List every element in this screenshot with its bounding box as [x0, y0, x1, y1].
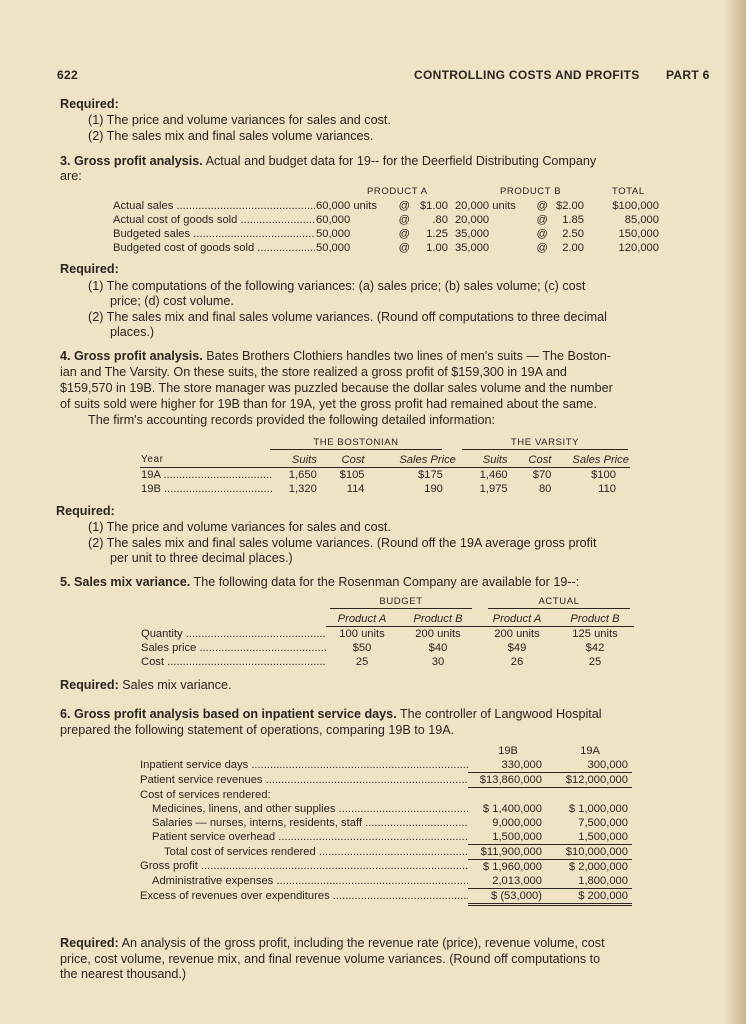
problem-5-text: The following data for the Rosenman Company are available for 19--: — [193, 575, 580, 589]
year-label: 19A ..... — [140, 468, 272, 483]
product-a-price: .80 — [432, 214, 448, 226]
table-row — [140, 627, 634, 642]
col-product-b: Product B — [398, 612, 478, 627]
bostonian-sales-price: $175 — [418, 469, 443, 481]
bostonian-cost: 114 — [346, 483, 365, 495]
product-b-price: 2.00 — [562, 242, 584, 254]
problem-6-heading: 6. Gross profit analysis based on inpatient service days. — [60, 707, 397, 721]
actual-product-b: 125 units — [572, 628, 618, 640]
value-19a: $ 1,000,000 — [568, 802, 628, 815]
required-item: price; (d) cost volume. — [110, 294, 234, 308]
at-symbol: @ — [398, 228, 410, 240]
line-item-label: Gross profit ..... — [140, 859, 468, 874]
product-a-price: $1.00 — [419, 200, 448, 212]
line-item-label: Administrative expenses ..... — [140, 874, 468, 889]
page-number: 622 — [57, 68, 78, 82]
required-item: (2) The sales mix and final sales volume variances. (Round off the 19A average gross profit — [88, 536, 597, 550]
value-19a: $12,000,000 — [548, 773, 632, 788]
product-b-price: $2.00 — [555, 200, 584, 212]
problem-6-intro — [60, 706, 602, 722]
at-symbol: @ — [536, 242, 548, 254]
at-symbol: @ — [536, 228, 548, 240]
problem-3-intro — [60, 153, 596, 169]
value-19b: 2,013,000 — [468, 874, 548, 889]
varsity-sales-price: 110 — [598, 483, 616, 495]
value-19b: 1,500,000 — [468, 830, 548, 845]
value-19a: $10,000,000 — [548, 844, 632, 859]
problem-4-text: ian and The Varsity. On these suits, the store realized a gross profit of $159,300 in 19A and — [60, 365, 567, 379]
bostonian-cost: $105 — [339, 469, 365, 481]
table-row — [140, 468, 630, 483]
statement-row — [140, 874, 632, 889]
product-a-units: 50,000 — [316, 228, 351, 240]
product-b-units: 35,000 — [454, 242, 490, 254]
product-a-price: 1.25 — [426, 228, 448, 240]
statement-row — [140, 830, 632, 845]
value-19a: 7,500,000 — [578, 816, 628, 829]
table-row — [112, 241, 660, 255]
table-row — [140, 641, 634, 655]
value-19a: 300,000 — [548, 758, 632, 773]
problem-4-heading: 4. Gross profit analysis. — [60, 349, 203, 363]
group-bostonian: THE BOSTONIAN — [270, 437, 442, 450]
product-a-price: 1.00 — [426, 242, 448, 254]
required-item: (2) The sales mix and final sales volume variances. — [88, 129, 374, 143]
problem-4-text: The firm's accounting records provided the following detailed information: — [88, 413, 496, 427]
product-b-units: 20,000 — [454, 214, 490, 226]
line-item-label: Salaries — nurses, interns, residents, staff ..... — [140, 816, 468, 830]
at-symbol: @ — [398, 242, 410, 254]
required-label: Required: — [60, 97, 119, 111]
at-symbol: @ — [536, 200, 548, 212]
problem-3-text: are: — [60, 169, 82, 183]
problem-3-heading: 3. Gross profit analysis. — [60, 154, 203, 168]
group-actual: ACTUAL — [488, 596, 630, 609]
spacer — [468, 788, 548, 802]
problem-6-text: The controller of Langwood Hospital — [399, 707, 602, 721]
total-value: 120,000 — [618, 242, 659, 254]
required-label: Required: — [60, 678, 119, 692]
col-product-b: Product B — [556, 612, 634, 627]
actual-product-b: 25 — [588, 656, 602, 668]
product-a-units: 60,000 — [316, 214, 351, 226]
value-19b: 9,000,000 — [492, 816, 542, 829]
value-19a: $ 200,000 — [548, 888, 632, 904]
problem-5-required — [60, 677, 231, 693]
statement-row — [140, 773, 632, 788]
row-label: Sales price ..... — [140, 641, 326, 655]
part-label: PART 6 — [666, 68, 710, 82]
table-row — [112, 199, 660, 213]
value-19a: 1,500,000 — [548, 830, 632, 845]
at-symbol: @ — [398, 214, 410, 226]
spacer — [140, 744, 468, 758]
required-item: the nearest thousand.) — [60, 967, 187, 981]
budget-product-b: $40 — [428, 642, 448, 654]
problem-4-text: Bates Brothers Clothiers handles two lines of men's suits — The Boston- — [206, 349, 611, 363]
problem-3-text: Actual and budget data for 19-- for the Deerfield Distributing Company — [205, 154, 597, 168]
required-item: price, cost volume, revenue mix, and final revenue volume variances. (Round off computations to — [60, 952, 601, 966]
budget-product-b: 30 — [431, 656, 445, 668]
required-label: Required: — [60, 936, 119, 950]
total-value: 85,000 — [624, 214, 659, 226]
line-item-label: Inpatient service days ..... — [140, 758, 468, 773]
running-title: CONTROLLING COSTS AND PROFITS — [414, 68, 640, 82]
langwood-statement — [140, 744, 632, 906]
year-label: 19B ..... — [140, 482, 272, 496]
row-label: Budgeted sales ..... — [112, 227, 315, 241]
statement-row — [140, 802, 632, 816]
statement-row — [140, 888, 632, 904]
problem-4-intro — [60, 348, 611, 364]
product-b-price: 2.50 — [562, 228, 584, 240]
product-a-units: 50,000 — [316, 242, 351, 254]
table-row — [112, 213, 660, 227]
statement-row — [140, 744, 632, 758]
problem-4-text: $159,570 in 19B. The store manager was puzzled because the dollar sales volume and the number — [60, 381, 613, 395]
col-cost: Cost — [509, 453, 553, 468]
actual-product-a: 26 — [510, 656, 524, 668]
group-varsity: THE VARSITY — [462, 437, 628, 450]
col-sales-price: Sales Price — [366, 453, 457, 468]
table-row — [140, 655, 634, 669]
line-item-label: Total cost of services rendered ..... — [140, 844, 468, 859]
value-19b: $ 1,400,000 — [482, 802, 542, 815]
required-item: (1) The computations of the following variances: (a) sales price; (b) sales volume; (c) cost — [88, 279, 586, 293]
line-item-label: Excess of revenues over expenditures ..... — [140, 888, 468, 904]
actual-product-a: 200 units — [494, 628, 540, 640]
budget-product-b: 200 units — [415, 628, 461, 640]
value-19b: $11,900,000 — [468, 844, 548, 859]
col-product-a: Product A — [326, 612, 398, 627]
row-label: Actual sales ..... — [112, 199, 315, 213]
col-suits: Suits — [272, 453, 318, 468]
product-b-price: 1.85 — [562, 214, 584, 226]
product-b-units: 20,000 units — [454, 200, 516, 212]
col-suits: Suits — [457, 453, 509, 468]
problem-5-intro — [60, 574, 579, 590]
row-label: Budgeted cost of goods sold ..... — [112, 241, 315, 255]
varsity-suits: 1,460 — [479, 469, 508, 481]
col-total: TOTAL — [612, 186, 645, 197]
statement-row — [140, 788, 632, 802]
bostonian-sales-price: 190 — [424, 483, 443, 495]
required-item: (2) The sales mix and final sales volume variances. (Round off computations to three decimal — [88, 310, 607, 324]
value-19b: 330,000 — [468, 758, 548, 773]
actual-product-b: $42 — [585, 642, 605, 654]
spacer — [548, 788, 632, 802]
varsity-sales-price: $100 — [591, 469, 616, 481]
statement-row — [140, 816, 632, 830]
required-item: Sales mix variance. — [122, 678, 232, 692]
col-product-a: Product A — [478, 612, 556, 627]
col-19a: 19A — [580, 745, 600, 757]
col-year: Year — [140, 453, 272, 468]
required-item: An analysis of the gross profit, including the revenue rate (price), revenue volume, cost — [121, 936, 605, 950]
rosenman-table — [140, 612, 634, 669]
problem-6-required — [60, 935, 605, 951]
required-item: (1) The price and volume variances for sales and cost. — [88, 520, 391, 534]
required-item: places.) — [110, 325, 155, 339]
value-19b: $ 1,960,000 — [482, 860, 542, 873]
required-item: per unit to three decimal places.) — [110, 551, 293, 565]
table-row — [112, 227, 660, 241]
varsity-cost: 80 — [538, 483, 552, 495]
col-product-b: PRODUCT B — [500, 186, 562, 197]
required-label: Required: — [60, 262, 119, 276]
bostonian-suits: 1,650 — [288, 469, 317, 481]
value-19a: 1,800,000 — [548, 874, 632, 889]
value-19a: $ 2,000,000 — [568, 860, 628, 873]
line-item-label: Patient service revenues ..... — [140, 773, 468, 788]
budget-product-a: 25 — [355, 656, 369, 668]
book-spine-shadow — [724, 0, 746, 1024]
statement-row — [140, 859, 632, 874]
problem-4-text: of suits sold were higher for 19B than for 19A, yet the gross profit had remained about the same. — [60, 397, 597, 411]
problem-6-text: prepared the following statement of operations, comparing 19B to 19A. — [60, 723, 455, 737]
product-b-units: 35,000 — [454, 228, 490, 240]
section-header: Cost of services rendered: — [140, 788, 271, 801]
bostonian-suits: 1,320 — [288, 483, 317, 495]
total-value: $100,000 — [612, 200, 659, 212]
row-label: Quantity ..... — [140, 627, 326, 642]
at-symbol: @ — [536, 214, 548, 226]
group-budget: BUDGET — [330, 596, 472, 609]
product-a-units: 60,000 units — [316, 200, 377, 212]
value-19b: $13,860,000 — [468, 773, 548, 788]
deerfield-table — [112, 199, 660, 255]
line-item-label: Medicines, linens, and other supplies ..... — [140, 802, 468, 816]
col-sales-price: Sales Price — [552, 453, 630, 468]
col-product-a: PRODUCT A — [367, 186, 428, 197]
problem-5-heading: 5. Sales mix variance. — [60, 575, 191, 589]
varsity-cost: $70 — [532, 469, 552, 481]
value-19b: $ (53,000) — [468, 888, 548, 904]
row-label: Actual cost of goods sold ..... — [112, 213, 315, 227]
line-item-label: Patient service overhead ..... — [140, 830, 468, 845]
col-19b: 19B — [498, 745, 518, 757]
table-row — [140, 482, 630, 496]
at-symbol: @ — [398, 200, 410, 212]
col-cost: Cost — [318, 453, 366, 468]
total-value: 150,000 — [618, 228, 659, 240]
row-label: Cost ..... — [140, 655, 326, 669]
bates-table — [140, 453, 630, 496]
statement-row — [140, 844, 632, 859]
budget-product-a: 100 units — [339, 628, 385, 640]
budget-product-a: $50 — [352, 642, 372, 654]
statement-row — [140, 758, 632, 773]
required-item: (1) The price and volume variances for sales and cost. — [88, 113, 391, 127]
actual-product-a: $49 — [507, 642, 527, 654]
required-label: Required: — [56, 504, 115, 518]
varsity-suits: 1,975 — [479, 483, 508, 495]
